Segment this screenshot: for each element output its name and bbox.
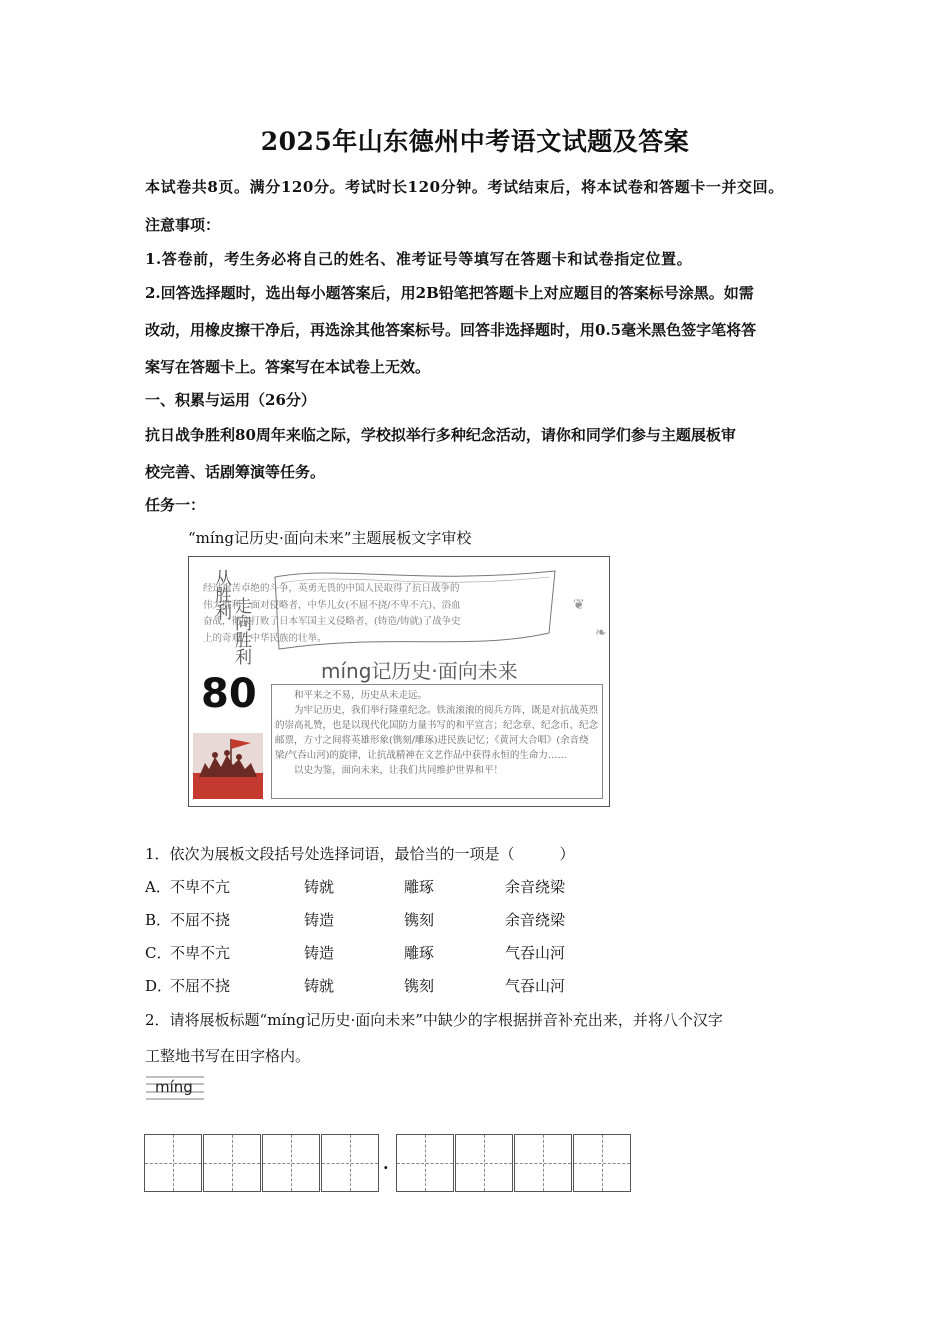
scenario-line-1: 抗日战争胜利80周年来临之际，学校拟举行多种纪念活动，请你和同学们参与主题展板审 [145,426,736,444]
tianzige-grid-right [396,1134,632,1192]
tianzige-cell[interactable] [203,1134,261,1192]
option-word-2: 铸造 [304,944,335,962]
option-letter: B． [145,911,172,929]
theme-poster [188,556,610,807]
question-2-line-1: 2．请将展板标题“míng记历史·面向未来”中缺少的字根据拼音补充出来，并将八个汉字 [145,1011,723,1029]
poster-box-paragraph-1: 和平来之不易，历史从未走远。 [294,690,428,701]
notice-heading: 注意事项： [145,216,221,234]
intro-text: 本试卷共8页。满分120分。考试时长120分钟。考试结束后，将本试卷和答题卡一并交回。 [145,178,784,196]
poster-box-paragraph-2: 为牢记历史，我们举行隆重纪念。铁流滚滚的阅兵方阵，既是对抗战英烈的崇高礼赞，也是以现代化国防力量书写的和平宣言；纪念章、纪念币、纪念邮票，方寸之间将英雄形象(镌刻/雕琢)进民族记忆；《黄河大合唱》(余音绕梁/气吞山河)的旋律，让抗战精神在文艺作品中获得永恒的生命力…… [275,705,599,761]
pinyin-word: míng [155,1078,193,1096]
section-heading-1: 一、积累与运用（26分） [145,391,316,409]
tianzige-cell[interactable] [514,1134,572,1192]
task-1-heading: 任务一： [145,496,206,514]
option-word-1: 不屈不挠 [170,911,231,929]
document-title: 2025年山东德州中考语文试题及答案 [260,127,690,156]
option-word-4: 余音绕梁 [505,878,566,896]
poster-box-paragraph-3: 以史为鉴，面向未来，让我们共同维护世界和平！ [294,765,504,776]
option-word-3: 镌刻 [404,977,435,995]
option-letter: D． [145,977,173,995]
tianzige-cell[interactable] [455,1134,513,1192]
notice-item-2-line-3: 案写在答题卡上。答案写在本试卷上无效。 [145,358,431,376]
option-word-3: 雕琢 [404,944,435,962]
option-word-2: 铸就 [304,878,335,896]
poster-headline: míng记历史·面向未来 [321,659,518,683]
option-word-4: 气吞山河 [505,977,566,995]
option-word-3: 镌刻 [404,911,435,929]
tianzige-grid-left [144,1134,380,1192]
soldiers-flag-image [193,733,263,799]
poster-vertical-text-2: 走向胜利 [231,597,251,665]
option-word-1: 不屈不挠 [170,977,231,995]
notice-item-2-line-2: 改动，用橡皮擦干净后，再选涂其他答案标号。回答非选择题时，用0.5毫米黑色签字笔将答 [145,321,757,339]
option-word-4: 气吞山河 [505,944,566,962]
option-letter: A． [145,878,171,896]
option-letter: C． [145,944,172,962]
option-word-1: 不卑不亢 [170,944,231,962]
option-word-4: 余音绕梁 [505,911,566,929]
poster-vertical-text-1: 从胜利 [211,569,231,620]
notice-item-2-line-1: 2.回答选择题时，选出每小题答案后，用2B铅笔把答题卡上对应题目的答案标号涂黑。如需 [145,284,754,302]
tianzige-cell[interactable] [396,1134,454,1192]
scenario-line-2: 校完善、话剧筹演等任务。 [145,463,326,481]
tianzige-cell[interactable] [144,1134,202,1192]
option-word-2: 铸造 [304,911,335,929]
option-word-1: 不卑不亢 [170,878,231,896]
question-2-line-2: 工整地书写在田字格内。 [145,1047,311,1065]
poster-anniversary-number: 80 [201,671,257,717]
poster-caption: “míng记历史·面向未来”主题展板文字审校 [188,529,472,547]
option-word-2: 铸就 [304,977,335,995]
option-word-3: 雕琢 [404,878,435,896]
notice-item-1: 1.答卷前，考生务必将自己的姓名、准考证号等填写在答题卡和试卷指定位置。 [145,250,693,268]
poster-box-text [275,688,600,778]
question-1: 1．依次为展板文段括号处选择词语，最恰当的一项是（ ） [145,845,575,863]
title-separator-dot: · [383,1158,389,1177]
tianzige-cell[interactable] [573,1134,631,1192]
leaf-icon-small: ❧ [595,625,607,641]
poster-ribbon-text: 经过艰苦卓绝的斗争，英勇无畏的中国人民取得了抗日战争的伟大胜利！面对侵略者，中华儿女(不屈不挠/不卑不亢)、浴血奋战，彻底打败了日本军国主义侵略者，(铸造/铸就)了战争史上的奇观，中华民族的壮举。 [203,583,461,644]
tianzige-cell[interactable] [262,1134,320,1192]
tianzige-cell[interactable] [321,1134,379,1192]
leaf-icon: ❦ [573,597,585,613]
